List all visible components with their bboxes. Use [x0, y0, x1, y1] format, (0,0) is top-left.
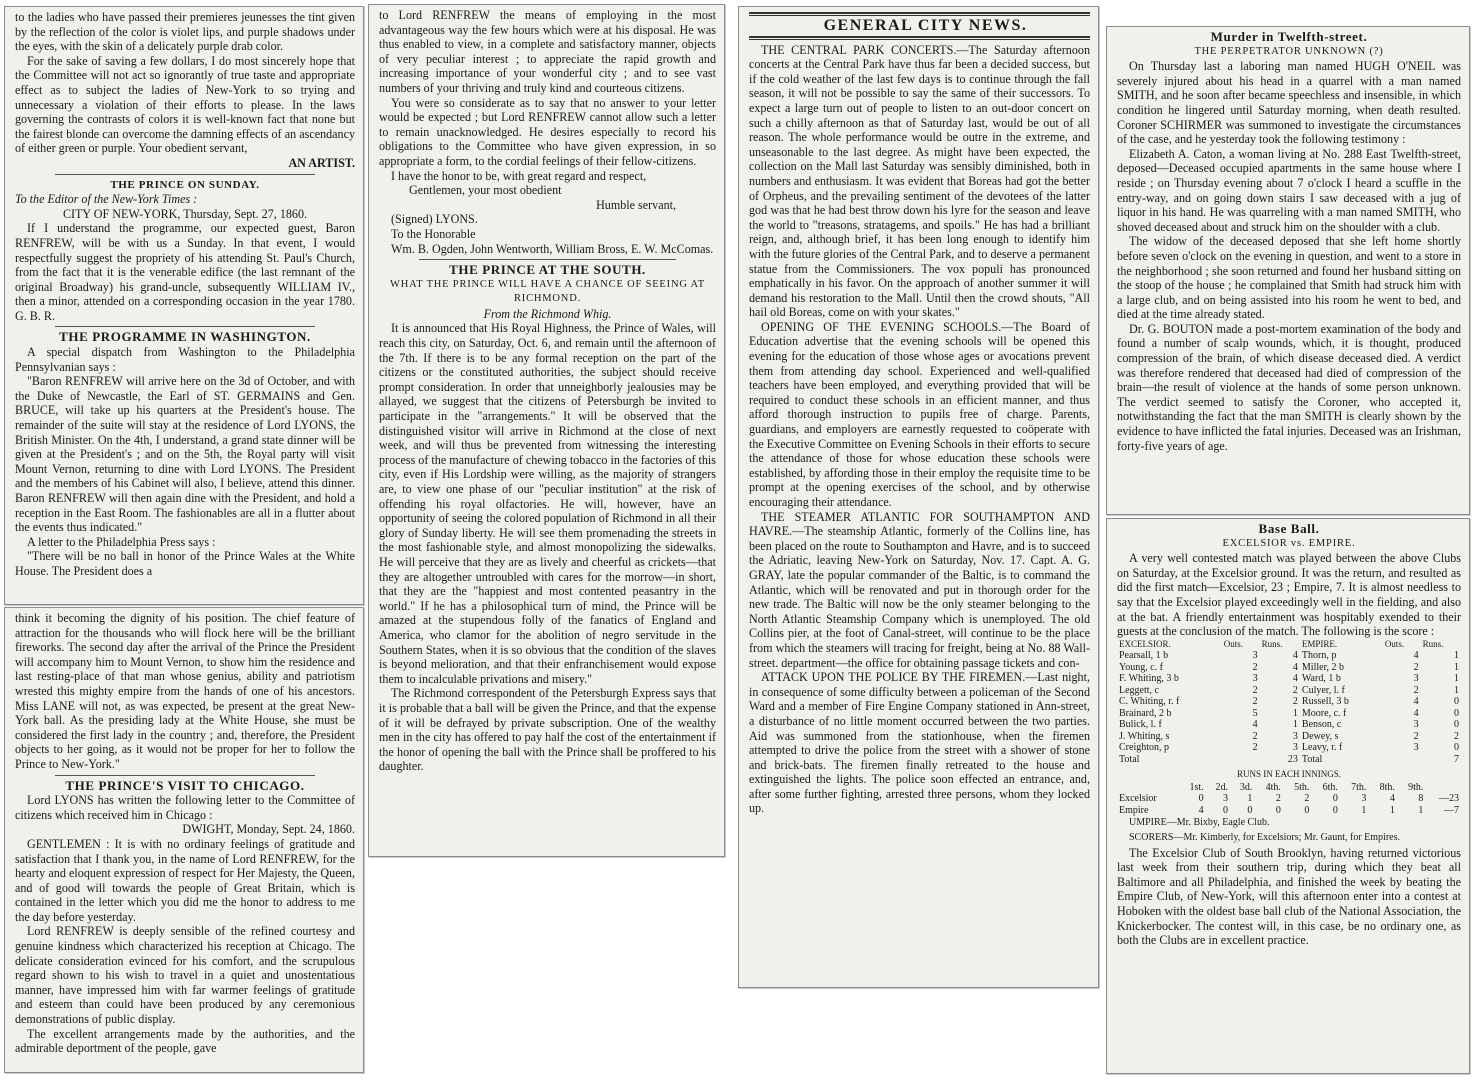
- divider: [419, 259, 676, 260]
- score-row: [1117, 731, 1461, 743]
- article-text: "Baron RENFREW will arrive here on the 3d of October, and with the Duke of Newcastle, the Earl of ST. GERMAINS and Gen. BRUCE, will take up his quarters at the President's house. The remainder of the suite will stay at the residence of Lord LYONS, the British Minister. On the 4th, I understand, a grand state dinner will be given at the President's ; and on the 5th, the Royal party will visit Mount Vernon, returning to dine with Lord LYONS. The President and the members of his Cabinet will also, I believe, attend this dinner. Baron RENFREW will then again dine with the President, and hold a reception in the East Room. The fashionables are all in a flutter about the events thus indicated.": [15, 374, 355, 535]
- innings-cell: 3d.: [1239, 781, 1253, 793]
- innings-cell: 0: [1247, 804, 1253, 816]
- headline: THE PRINCE'S VISIT TO CHICAGO.: [65, 777, 305, 793]
- source-line: From the Richmond Whig.: [483, 306, 612, 321]
- score-cell: Creighton, p: [1119, 742, 1169, 754]
- score-cell: Thorn, p: [1301, 650, 1337, 662]
- article-text: The widow of the deceased deposed that she left home shortly before seven o'clock on the evening in question, and went to a store in the neighborhood ; she soon returned and found her husband sitting on the stoop of the house ; he complained that Smith had struck him with a large club, and on being assisted into his room he went to bed, and died at the time already stated.: [1117, 234, 1461, 322]
- innings-cell: 3: [1223, 793, 1228, 805]
- score-cell: Leggett, c: [1119, 684, 1159, 696]
- score-cell: Bulick, l. f: [1119, 719, 1162, 731]
- score-cell: Miller, 2 b: [1301, 661, 1345, 673]
- column-header: Runs.: [1422, 638, 1444, 649]
- score-cell: Ward, 1 b: [1301, 673, 1341, 685]
- score-cell: Russell, 3 b: [1301, 696, 1349, 708]
- divider: [55, 174, 315, 175]
- score-cell: 2: [1252, 661, 1258, 673]
- clipping-baseball: [1106, 518, 1470, 1074]
- innings-cell: —23: [1439, 793, 1459, 805]
- clipping-col3: [738, 6, 1099, 988]
- score-cell: 1: [1454, 673, 1459, 685]
- scorers-line: SCORERS—Mr. Kimberly, for Excelsiors; Mr. Gaunt, for Empires.: [1129, 831, 1400, 843]
- article-text: If I understand the programme, our expected guest, Baron RENFREW, will be with us a Sunday. In that event, I would respectfully suggest the propriety of his attending St. Paul's Church, from the fact that it is the venerable edifice (the last remnant of the original Broadway) his grand-uncle, subsequently WILLIAM IV., then a minor, attended on a corresponding occasion in the year 1780. G. B. R.: [15, 221, 355, 323]
- innings-row: [1117, 805, 1461, 817]
- score-cell: 3: [1292, 742, 1298, 754]
- score-cell: 1: [1454, 661, 1459, 673]
- innings-cell: 1: [1247, 793, 1253, 805]
- score-cell: Dewey, s: [1301, 730, 1339, 742]
- closing: Gentlemen, your most obedient: [409, 183, 562, 198]
- article-text: It is announced that His Royal Highness, the Prince of Wales, will reach this city, on Saturday, Oct. 6, and remain until the afternoon of the 7th. If there is to be any formal reception on the part of the citizens or the constituted authorities, the subject should receive prompt consideration. In order that unneighborly jealousies may be allayed, we suggest that the citizens of Petersburgh be invited to participate in the "arrangements." It will be observed that the distinguished visitor will arrive in Richmond at the close of next week, and will thus be prevented from witnessing the interesting process of the manufacture of chewing tobacco in the factories of this city, even if His Lordship were willing, as the majority of strangers are, to view one phase of our "peculiar institution" at the risk of offending his royal olfactories. He will, however, have an opportunity of seeing the colored population of Richmond in all their glory of Sunday liberty. He will see them promenading the streets in the most fashionable style, and almost monopolizing the sidewalks. He will perceive that they are as lively and cheerful as crickets—that they are altogether untroubled with cares for the morrow—in short, that they are the "happiest and most contented peasantry in the world." If he has a philosophical turn of mind, the Prince will be amazed at the stupendous folly of the fanatics of England and America, who clamor for the abolition of negro servitude in the Southern States, when it is so obvious that the condition of the slaves is beyond melioration, and that their enfranchisement would expose them to incalculable privations and misery.": [379, 321, 716, 686]
- innings-cell: 1: [1361, 804, 1367, 816]
- section-masthead: GENERAL CITY NEWS.: [823, 17, 1028, 34]
- divider: [55, 326, 315, 327]
- column-header: Runs.: [1261, 638, 1283, 649]
- dateline: CITY OF NEW-YORK, Thursday, Sept. 27, 1860.: [62, 206, 308, 221]
- innings-title: RUNS IN EACH INNINGS.: [1236, 769, 1341, 780]
- closing: Humble servant,: [596, 197, 676, 212]
- score-row: [1117, 685, 1461, 697]
- article-text: I have the honor to be, with great regard and respect,: [391, 168, 647, 183]
- innings-cell: 1st.: [1189, 781, 1204, 793]
- score-cell: J. Whiting, s: [1119, 730, 1170, 742]
- innings-cell: Empire: [1119, 804, 1149, 816]
- innings-cell: Excelsior: [1119, 793, 1157, 805]
- innings-cell: 4: [1198, 804, 1204, 816]
- article-text: ATTACK UPON THE POLICE BY THE FIREMEN.—Last night, in consequence of some difficulty between a policeman of the Second Ward and a member of Fire Engine Company stationed in Ann-street, a disturbance of no little moment occurred between the two parties. Aid was summoned from the stationhouse, when the firemen attempted to drive the police from the street with a shower of stone and brick-bats. The firemen finally retreated to the house and extinguished the lights. The police soon effected an entrance, and, after some further fighting, arrested three persons, whom they locked up.: [749, 670, 1090, 816]
- score-cell: 4: [1413, 650, 1419, 662]
- innings-cell: 8th.: [1379, 781, 1395, 793]
- dateline: DWIGHT, Monday, Sept. 24, 1860.: [182, 822, 355, 837]
- column-header: EXCELSIOR.: [1119, 638, 1171, 649]
- innings-cell: 0: [1332, 793, 1338, 805]
- score-row: [1117, 719, 1461, 731]
- innings-rows: [1117, 782, 1461, 817]
- article-text: THE CENTRAL PARK CONCERTS.—The Saturday afternoon concerts at the Central Park have thus far been a decided success, but if the cold weather of the last few days is to continue through the fall season, it will not be possible to say the same of their successors. To expect a large turn out of people to listen to an out-door concert on such a chilly afternoon as that of Saturday last, would be out of all reason. The whole performance would be outre in the extreme, and unseasonable to the last degree. As might have been expected, the collection on the Mall last Saturday was sensibly diminished, both in numbers and enthusiasm. It was evident that Boreas had got the better of Orpheus, and the prevailing sentiment of the devotees of the latter god was that he had best throw down his lyre for the season and leave the world to "treasons, stratagems, and spoils." He has had a brilliant reign, and, although brief, it has been long enough to identify him with the future glories of the Central Park, and to deserve a permanent statue from the Commissioners. The vox populi has pronounced emphatically in his favor. On the approach of another summer it will demand his restoration to the Mall. Until then the crowd shouts, "All hail old Boreas, come on with your skates.": [749, 42, 1090, 320]
- article-text: Lord RENFREW is deeply sensible of the refined courtesy and genuine kindness which characterized his reception at Chicago. The delicate consideration evinced for his comfort, and the scrupulous regard shown to his wish to travel in a quiet and unostentatious manner, have impressed him with far warmer feelings of gratitude and esteem than could have been produced by any ceremonious demonstrations of public display.: [15, 924, 355, 1027]
- article-text: to the ladies who have passed their premieres jeunesses the tint given by the reflection of the color is violet lips, and purple shadows under the eyes, with the skin of a delicately purple drab color.: [15, 10, 355, 54]
- column-header: Outs.: [1223, 638, 1244, 649]
- clipping-col2: [368, 4, 725, 857]
- score-cell: 1: [1454, 684, 1459, 696]
- score-cell: 2: [1252, 696, 1258, 708]
- innings-cell: 2: [1275, 793, 1281, 805]
- article-text: You were so considerate as to say that no answer to your letter would be expected ; but Lord RENFREW cannot allow such a letter to remain unacknowledged. He desires especially to record his obligations to the Committee who have given expression, in so appropriate a form, to the cordial feelings of their fellow-citizens.: [379, 95, 716, 168]
- score-cell: 3: [1413, 742, 1419, 754]
- score-rows: [1117, 650, 1461, 765]
- score-cell: [1383, 754, 1421, 766]
- article-text: Elizabeth A. Caton, a woman living at No. 288 East Twelfth-street, deposed—Deceased occupied apartments in the same house where I reside ; on Thursday evening about 7 o'clock I heard a scuffle in the entry-way, and on going down stairs I saw deceased with a jug of liquor in his hand. He was quarreling with a man named SMITH, who shoved deceased about and struck him on the shoulder with a club.: [1117, 146, 1461, 234]
- score-cell: 4: [1252, 719, 1258, 731]
- score-cell: Benson, c: [1301, 719, 1342, 731]
- score-table: [1117, 639, 1461, 766]
- score-cell: 4: [1292, 661, 1298, 673]
- score-cell: 0: [1454, 719, 1459, 731]
- innings-cell: 6th.: [1322, 781, 1338, 793]
- score-cell: 2: [1252, 730, 1258, 742]
- score-cell: [1222, 754, 1260, 766]
- innings-cell: 8: [1418, 793, 1424, 805]
- column-header: Outs.: [1384, 638, 1405, 649]
- score-cell: 3: [1413, 673, 1419, 685]
- score-cell: 2: [1292, 684, 1298, 696]
- score-cell: 3: [1413, 719, 1419, 731]
- innings-row: [1117, 793, 1461, 805]
- article-text: Dr. G. BOUTON made a post-mortem examination of the body and found a number of scalp wounds, which, it is thought, produced compression of the brain, of which disease deceased died. A verdict was therefore rendered that deceased had died of compression of the brain—the result of violence at the hands of some person unknown. The verdict seemed to satisfy the Coroner, who accepted it, notwithstanding the fact that the man SMITH is clearly shown by the evidence to have inflicted the fatal injuries. Deceased was an Irishman, forty-five years of age.: [1117, 321, 1461, 453]
- article-text: OPENING OF THE EVENING SCHOOLS.—The Board of Education advertise that the evening schools will be opened this evening for the education of those whose ages or avocations prevent them from attending day school. Experienced and well-qualified teachers have been employed, and everything provided that will be required to conduct these schools in an efficient manner, and thus afford thorough instruction to pupils free of charge. Parents, guardians, and employers are earnestly requested to coöperate with the Executive Committee on Evening Schools in their efforts to secure the attendance of those for whose education these schools were established, by affording those in their employ the requisite time to be prompt at the opening exercises of the school, and by otherwise encouraging their attendance.: [749, 319, 1091, 509]
- score-cell: 3: [1252, 650, 1258, 662]
- innings-cell: 0: [1304, 804, 1310, 816]
- divider: [55, 775, 315, 776]
- innings-cell: 1: [1418, 804, 1424, 816]
- innings-cell: 7th.: [1351, 781, 1367, 793]
- clipping-col1-bottom: [4, 607, 364, 1073]
- score-row: [1117, 708, 1461, 720]
- score-cell: 23: [1287, 753, 1298, 765]
- article-text: think it becoming the dignity of his position. The chief feature of attraction for the thousands who will flock here will be the brilliant fireworks. The second day after the arrival of the Prince the President will accompany him to Mount Vernon, to show him the residence and last resting-place of that man whose genius, ability and patriotism wrested this mighty empire from the hands of one of his ancestors. Miss LANE will not, as was expected, be present at the great New-York ball. As the presiding lady at the White House, she must be considered the first lady in the country ; and, therefore, the President objects to her going, as it would not be proper for her to follow the Prince to New-York.": [15, 611, 355, 771]
- top-rule: [749, 12, 1090, 16]
- innings-cell: 2: [1304, 793, 1310, 805]
- score-cell: 1: [1454, 650, 1459, 662]
- innings-cell: 2d.: [1215, 781, 1228, 793]
- article-text: GENTLEMEN : It is with no ordinary feelings of gratitude and satisfaction that I thank you, in the name of Lord RENFREW, for the hearty and eloquent expression of respect for Her Majesty, the Queen, and of good will towards the people of Great Britain, which is contained in the letter which you did me the honor to address to me the day before yesterday.: [15, 836, 355, 924]
- addressee: To the Honorable: [391, 226, 476, 241]
- score-cell: 2: [1413, 684, 1419, 696]
- score-row: [1117, 696, 1461, 708]
- signature: (Signed) LYONS.: [391, 212, 478, 227]
- score-row: [1117, 662, 1461, 674]
- score-cell: 2: [1252, 742, 1258, 754]
- article-text: Lord LYONS has written the following letter to the Committee of citizens which received him in Chicago :: [15, 793, 355, 822]
- innings-cell: 0: [1332, 804, 1338, 816]
- score-cell: 7: [1454, 753, 1459, 765]
- headline: THE PRINCE ON SUNDAY.: [110, 178, 260, 191]
- headline: THE PRINCE AT THE SOUTH.: [449, 262, 646, 278]
- innings-table: [1117, 782, 1461, 817]
- innings-cell: 5th.: [1294, 781, 1310, 793]
- innings-cell: 0: [1198, 793, 1204, 805]
- article-text: A letter to the Philadelphia Press says :: [27, 534, 216, 549]
- article-text: THE STEAMER ATLANTIC FOR SOUTHAMPTON AND HAVRE.—The steamship Atlantic, formerly of the Collins line, has been placed on the route to Southampton and Havre, and is to succeed the Adriatic, leaving New-York on Saturday, Nov. 17. Capt. A. G. GRAY, late the popular commander of the Baltic, is to command the Atlantic, which will be renovated and put in thorough order for the new trade. The Baltic will now be the only steamer belonging to the North Atlantic Steamship Company which is unemployed. The old Collins pier, at the foot of Canal-street, will continue to be the place from which the steamers will tracing for freight, being at No. 88 Wall-street. department—the office for obtaining passage tickets and con-: [749, 509, 1090, 670]
- headline: THE PROGRAMME IN WASHINGTON.: [59, 329, 311, 345]
- score-cell: 2: [1252, 684, 1258, 696]
- score-cell: 0: [1454, 696, 1459, 708]
- innings-cell: [1117, 782, 1179, 794]
- article-text: The Excelsior Club of South Brooklyn, having returned victorious last week from their southern trip, during which they beat all Baltimore and all Philadelphia, and finished the week by beating the Empire Club, of New-York, will this afternoon enter into a contest at Hoboken with the oldest base ball club of the National Association, the Knickerbocker. The contest will, in this case, be no ordinary one, as both the Clubs are in excellent practice.: [1117, 845, 1461, 948]
- salutation: To the Editor of the New-York Times :: [15, 192, 198, 207]
- score-row: [1117, 650, 1461, 662]
- score-cell: 4: [1292, 673, 1298, 685]
- score-cell: C. Whiting, r. f: [1119, 696, 1180, 708]
- score-cell: 0: [1454, 742, 1459, 754]
- score-cell: Total: [1301, 753, 1323, 765]
- innings-cell: —7: [1444, 804, 1459, 816]
- article-text: A special dispatch from Washington to the Philadelphia Pennsylvanian says :: [15, 345, 355, 374]
- score-row: [1117, 673, 1461, 685]
- score-cell: 3: [1292, 730, 1298, 742]
- addressee-names: Wm. B. Ogden, John Wentworth, William Bross, E. W. McComas.: [391, 241, 714, 256]
- article-text: For the sake of saving a few dollars, I do most sincerely hope that the Committee will not act so ignorantly of true taste and appropriate effect as to subject the ladies of New-York to so trying and unnecessary a violation of their efforts to please. In the laws governing the contrasts of colors it is well-known fact that none but the fairest blonde can overcome the damning effects of an ascendancy of either green or purple. Your obedient servant,: [15, 53, 355, 156]
- score-cell: Leavy, r. f: [1301, 742, 1343, 754]
- score-cell: F. Whiting, 3 b: [1119, 673, 1179, 685]
- innings-cell: 1: [1389, 804, 1395, 816]
- article-text: A very well contested match was played between the above Clubs on Saturday, at the Excelsior ground. It was the return, and resulted as did the first match—Excelsior, 23 ; Empire, 7. It is almost needless to say that the Excelsior played exceedingly well in the fielding, and also at the bat. A friendly entertainment was hospitably exended to their guests at the conclusion of the match. The following is the score :: [1117, 551, 1461, 639]
- clipping-murder: [1106, 26, 1470, 515]
- umpire-line: UMPIRE—Mr. Bixby, Eagle Club.: [1129, 817, 1270, 829]
- score-cell: 1: [1292, 719, 1298, 731]
- score-cell: 4: [1413, 707, 1419, 719]
- score-cell: Pearsall, 1 b: [1119, 650, 1169, 662]
- score-total-row: [1117, 754, 1461, 766]
- article-text: to Lord RENFREW the means of employing in the most advantageous way the few hours which were at his disposal. He was thus enabled to view, in a complete and satisfactory manner, objects of very peculiar interest ; to appreciate the rapid growth and increasing importance of your wonderful city ; and to see vast numbers of your thriving and truly kind and courteous citizens.: [379, 8, 716, 95]
- subheadline: EXCELSIOR vs. EMPIRE.: [1222, 537, 1356, 549]
- headline: Murder in Twelfth-street.: [1210, 29, 1368, 44]
- bottom-rule: [749, 36, 1090, 40]
- subheadline: WHAT THE PRINCE WILL HAVE A CHANCE OF SEEING AT RICHMOND.: [390, 278, 705, 305]
- score-cell: 2: [1454, 730, 1459, 742]
- score-cell: Brainard, 2 b: [1119, 707, 1172, 719]
- score-cell: 2: [1413, 661, 1419, 673]
- innings-cell: 0: [1275, 804, 1281, 816]
- innings-cell: 3: [1361, 793, 1367, 805]
- signature: AN ARTIST.: [288, 155, 355, 170]
- score-cell: 1: [1292, 707, 1298, 719]
- column-header: EMPIRE.: [1301, 638, 1338, 649]
- score-cell: 4: [1413, 696, 1419, 708]
- score-cell: 4: [1292, 650, 1298, 662]
- score-cell: Young, c. f: [1119, 661, 1163, 673]
- innings-cell: 4th.: [1265, 781, 1281, 793]
- headline: Base Ball.: [1258, 521, 1320, 536]
- score-header-row: [1117, 639, 1461, 651]
- article-text: "There will be no ball in honor of the Prince Wales at the White House. The President does a: [15, 549, 355, 578]
- score-cell: 2: [1292, 696, 1298, 708]
- article-text: On Thursday last a laboring man named HUGH O'NEIL was severely injured about his head in a quarrel with a man named SMITH, and he soon after became speechless and insensible, in which condition he lingered until Saturday morning, when death resulted. Coroner SCHIRMER was summoned to investigate the circumstances of the case, and he yesterday took the following testimony :: [1117, 59, 1461, 147]
- innings-cell: [1425, 782, 1461, 794]
- innings-header-row: [1117, 782, 1461, 794]
- score-cell: Culyer, l. f: [1301, 684, 1345, 696]
- score-cell: 5: [1252, 707, 1258, 719]
- article-text: The excellent arrangements made by the authorities, and the admirable deportment of the people, gave: [15, 1026, 355, 1056]
- score-cell: Total: [1119, 753, 1140, 765]
- score-cell: 2: [1413, 730, 1419, 742]
- score-cell: 0: [1454, 707, 1459, 719]
- score-row: [1117, 742, 1461, 754]
- clipping-col1-top: [4, 6, 364, 605]
- score-cell: Moore, c. f: [1301, 707, 1347, 719]
- subheadline: THE PERPETRATOR UNKNOWN (?): [1194, 45, 1384, 57]
- innings-cell: 9th.: [1408, 781, 1424, 793]
- innings-cell: 0: [1223, 804, 1228, 816]
- article-text: The Richmond correspondent of the Petersburgh Express says that it is probable that a ball will be given the Prince, and that the expense of it will be defrayed by private subscription. One of the wealthy men in the city has offered to pay half the cost of the entertainment if the honor of opening the ball with the Prince shall be proffered to his daughter.: [379, 686, 716, 774]
- innings-cell: 4: [1389, 793, 1395, 805]
- score-cell: 3: [1252, 673, 1258, 685]
